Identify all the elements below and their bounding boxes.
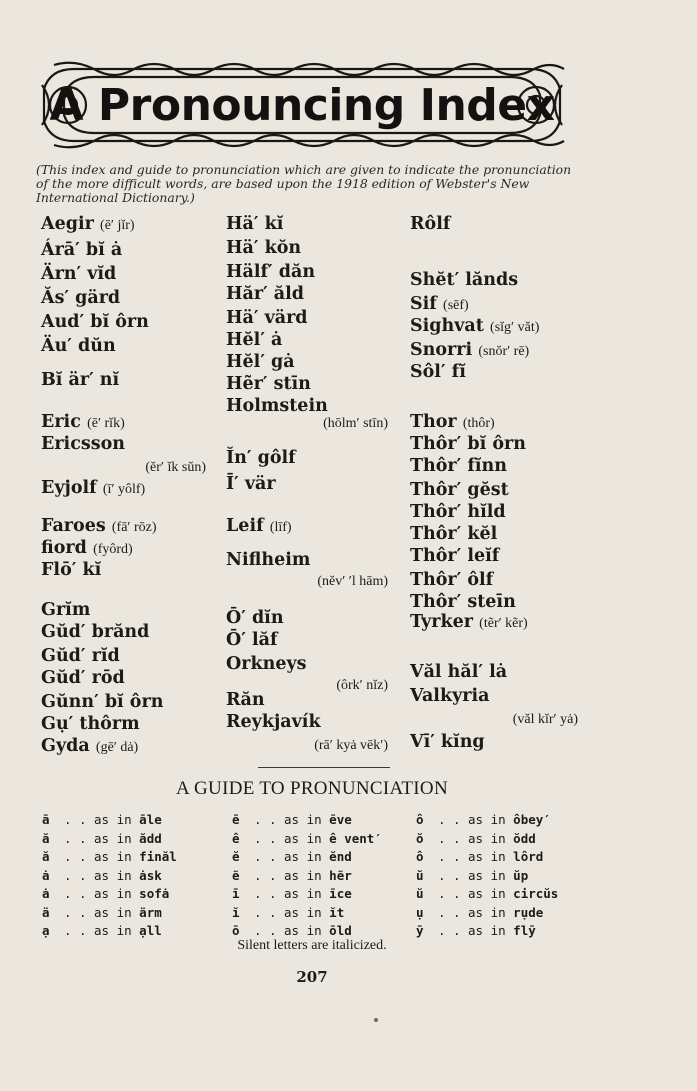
section-divider (258, 767, 390, 768)
index-entry (226, 260, 315, 283)
index-entry (410, 660, 507, 683)
index-word: Aud′ bĭ ôrn (41, 312, 149, 332)
index-entry (41, 476, 145, 501)
intro-note: (This index and guide to pronunciation which are given to indicate the pronunciation of the more difficult words, are based upon the 1918 edition of Webster's New International Dictionary.) (36, 162, 572, 205)
index-word: Árā′ bĭ ȧ (41, 240, 123, 260)
guide-as-in: as in (284, 830, 322, 846)
guide-symbol: ä (42, 904, 50, 920)
index-word: Ĭn′ gôlf (226, 448, 296, 468)
index-entry (410, 500, 506, 523)
guide-example: lôrd (513, 849, 544, 864)
guide-as-in: as in (468, 904, 506, 920)
index-word: Orkneys (226, 654, 307, 674)
index-word: Văl hăl′ lȧ (410, 662, 508, 682)
index-word: Hăr′ ăld (226, 284, 305, 304)
silent-letters-note: Silent letters are italicized. (237, 938, 387, 953)
guide-example: ȧsk (139, 867, 162, 883)
index-entry (410, 544, 499, 567)
index-word: Thôr′ steīn (410, 592, 516, 612)
index-entry (410, 432, 526, 455)
index-entry (226, 328, 282, 351)
guide-symbol: ô (416, 812, 424, 827)
index-entry (41, 262, 116, 285)
guide-row (416, 849, 543, 864)
index-word: fiord (41, 538, 87, 558)
guide-example: ŏdd (513, 830, 536, 846)
guide-example: ōld (329, 923, 352, 938)
index-word: Leif (226, 516, 264, 536)
guide-dots: . . (64, 812, 87, 827)
index-word: Sif (410, 294, 437, 314)
guide-symbol: ă (42, 830, 50, 846)
index-word: Thôr′ gĕst (410, 480, 509, 500)
index-entry (410, 522, 497, 545)
index-word: Ō′ dĭn (226, 608, 284, 628)
index-word: Thôr′ leĭf (410, 546, 500, 566)
index-pronunciation: (fyôrd) (93, 542, 133, 557)
guide-example: īce (329, 886, 352, 901)
guide-row (42, 923, 162, 938)
guide-as-in: as in (468, 867, 506, 883)
guide-dots: . . (254, 849, 277, 864)
index-word: Thôr′ hĭld (410, 502, 506, 522)
guide-symbol: ê (232, 830, 240, 846)
guide-symbol: ĭ (232, 904, 240, 920)
index-entry (410, 684, 489, 707)
guide-symbol: ŭ (416, 867, 424, 883)
guide-as-in: as in (94, 923, 132, 938)
index-entry (410, 454, 507, 477)
index-pronunciation: (tẽr′ kẽr) (479, 616, 528, 631)
paper-speck (374, 1018, 378, 1022)
index-entry (41, 558, 101, 581)
index-entry (41, 620, 149, 643)
index-entry (41, 598, 90, 621)
index-pronunciation: (thôr) (462, 416, 495, 431)
guide-row (42, 849, 177, 864)
guide-row (42, 905, 162, 920)
index-word: Aegir (41, 214, 94, 234)
guide-dots: . . (254, 812, 277, 827)
guide-symbol: ụ (416, 904, 424, 920)
guide-row (232, 868, 352, 883)
index-entry (41, 690, 163, 713)
index-entry (41, 712, 140, 735)
guide-example: ădd (139, 830, 162, 846)
index-word: Gụ′ thôrm (41, 714, 140, 734)
index-word: Ăs′ gärd (41, 288, 121, 308)
guide-as-in: as in (468, 830, 506, 846)
index-entry (410, 360, 466, 383)
guide-symbol: ē (232, 812, 240, 827)
index-entry (226, 568, 388, 593)
guide-example: ê vent′ (329, 830, 382, 846)
guide-symbol: ĕ (232, 849, 240, 864)
index-word: Gŭnn′ bĭ ôrn (41, 692, 164, 712)
index-entry (226, 212, 283, 235)
index-word: Thôr′ bĭ ôrn (410, 434, 526, 454)
guide-dots: . . (64, 923, 87, 938)
index-entry (410, 610, 528, 635)
index-word: Hĕl′ ȧ (226, 330, 283, 350)
guide-dots: . . (438, 867, 461, 883)
index-word: Ericsson (41, 434, 125, 454)
index-pronunciation: (gē′ dȧ) (95, 740, 139, 755)
guide-example: flȳ (513, 923, 536, 938)
index-word: Gŭd′ rĭd (41, 646, 120, 666)
guide-as-in: as in (94, 812, 132, 827)
guide-as-in: as in (94, 867, 132, 883)
guide-as-in: as in (94, 886, 132, 901)
index-pronunciation: (ē′ jĭr) (100, 218, 135, 233)
index-pronunciation: (hōlm′ stīn) (323, 416, 388, 431)
guide-symbol: ō (232, 923, 240, 938)
index-entry (41, 238, 122, 261)
index-word: Ō′ lăf (226, 630, 278, 650)
index-pronunciation: (rā′ kyȧ vēk′) (314, 738, 388, 753)
index-word: Gŭd′ brănd (41, 622, 150, 642)
guide-as-in: as in (284, 812, 322, 827)
index-pronunciation: (văl kĭr′ yȧ) (512, 712, 578, 727)
index-entry (41, 334, 116, 357)
guide-symbol: ā (42, 812, 50, 827)
guide-symbol: ẽ (232, 867, 240, 883)
guide-row (416, 812, 551, 827)
index-pronunciation: (ôrk′ nĭz) (336, 678, 388, 693)
index-word: Valkyria (410, 686, 490, 706)
index-word: Gŭd′ rōd (41, 668, 125, 688)
index-pronunciation: (sĭg′ văt) (490, 320, 540, 335)
index-word: Sighvat (410, 316, 484, 336)
index-word: Shĕt′ lănds (410, 270, 519, 290)
index-word: Eric (41, 412, 81, 432)
guide-dots: . . (254, 923, 277, 938)
guide-as-in: as in (94, 830, 132, 846)
index-entry (410, 314, 539, 339)
guide-dots: . . (64, 904, 87, 920)
index-entry (226, 446, 296, 469)
index-word: Flō′ kĭ (41, 560, 102, 580)
title-banner (34, 55, 570, 155)
page-number: 207 (296, 968, 328, 986)
index-word: Niflheim (226, 550, 311, 570)
index-word: Snorri (410, 340, 473, 360)
guide-symbol: ă (42, 849, 50, 864)
guide-as-in: as in (284, 849, 322, 864)
guide-symbol: ạ (42, 923, 50, 938)
index-entry (226, 514, 292, 539)
index-pronunciation: (ī′ yôlf) (102, 482, 146, 497)
guide-dots: . . (438, 904, 461, 920)
index-pronunciation: (ē′ rĭk) (87, 416, 125, 431)
index-word: Thôr′ fĭnn (410, 456, 507, 476)
guide-example: hẽr (329, 867, 352, 883)
index-word: Hä′ kŏn (226, 238, 302, 258)
guide-row (416, 905, 543, 920)
index-entry (410, 706, 578, 731)
index-entry (41, 644, 120, 667)
index-pronunciation: (ĕr′ ĭk sŭn) (145, 460, 206, 475)
guide-as-in: as in (468, 849, 506, 864)
guide-symbol: ī (232, 886, 240, 901)
index-entry (41, 212, 135, 237)
guide-example: rụde (513, 904, 544, 920)
guide-dots: . . (64, 830, 87, 846)
index-word: Äu′ dŭn (41, 336, 116, 356)
guide-dots: . . (254, 904, 277, 920)
guide-dots: . . (438, 812, 461, 827)
index-word: Vī′ kĭng (410, 732, 485, 752)
guide-symbol: ô (416, 849, 424, 864)
index-word: Thôr′ kĕl (410, 524, 498, 544)
index-entry (410, 568, 493, 591)
guide-example: circŭs (513, 886, 559, 901)
guide-row (232, 923, 352, 938)
guide-symbol: ŏ (416, 830, 424, 846)
guide-row (42, 812, 162, 827)
index-entry (41, 286, 120, 309)
guide-as-in: as in (284, 904, 322, 920)
guide-heading: A GUIDE TO PRONUNCIATION (176, 778, 448, 799)
guide-example: āle (139, 812, 162, 827)
index-entry (226, 710, 321, 733)
index-word: Ärn′ vĭd (41, 264, 117, 284)
index-entry (410, 478, 509, 501)
guide-as-in: as in (284, 886, 322, 901)
index-entry (226, 350, 295, 373)
index-word: Hä′ värd (226, 308, 308, 328)
guide-dots: . . (64, 886, 87, 901)
guide-row (232, 886, 352, 901)
guide-as-in: as in (468, 923, 506, 938)
guide-symbol: ȧ (42, 886, 50, 901)
index-word: Thôr′ ôlf (410, 570, 494, 590)
guide-example: sofȧ (139, 886, 170, 901)
guide-row (416, 886, 558, 901)
index-entry (41, 432, 125, 455)
guide-example: ēve (329, 812, 352, 827)
index-word: Ī′ vär (226, 474, 276, 494)
index-entry (226, 688, 265, 711)
index-entry (226, 628, 277, 651)
index-entry (41, 310, 149, 333)
guide-dots: . . (254, 830, 277, 846)
guide-example: ạll (139, 923, 162, 938)
guide-row (232, 812, 352, 827)
guide-example: ärm (139, 904, 162, 920)
guide-as-in: as in (468, 812, 506, 827)
index-entry (410, 212, 450, 235)
index-entry (41, 734, 138, 759)
index-pronunciation: (fā′ rōz) (111, 520, 157, 535)
guide-example: ĭt (329, 904, 345, 920)
guide-dots: . . (64, 867, 87, 883)
index-pronunciation: (snŏr′ rē) (478, 344, 530, 359)
index-entry (226, 732, 388, 757)
guide-row (416, 923, 536, 938)
guide-example: finăl (139, 849, 177, 864)
guide-row (42, 886, 169, 901)
index-word: Hä′ kĭ (226, 214, 284, 234)
guide-row (42, 868, 162, 883)
guide-as-in: as in (468, 886, 506, 901)
guide-row (232, 905, 344, 920)
index-word: Reykjavík (226, 712, 321, 732)
guide-symbol: ȳ (416, 923, 424, 938)
guide-dots: . . (438, 923, 461, 938)
guide-as-in: as in (94, 904, 132, 920)
guide-example: ĕnd (329, 849, 352, 864)
index-entry (226, 236, 301, 259)
index-word: Tyrker (410, 612, 473, 632)
guide-as-in: as in (284, 923, 322, 938)
index-entry (226, 472, 276, 495)
guide-dots: . . (254, 867, 277, 883)
guide-dots: . . (254, 886, 277, 901)
index-word: Sôl′ fĭ (410, 362, 466, 382)
guide-row (232, 849, 352, 864)
index-word: Hẽr′ stīn (226, 374, 311, 394)
index-word: Faroes (41, 516, 106, 536)
page-title: A Pronouncing Index (49, 79, 555, 131)
guide-dots: . . (64, 849, 87, 864)
guide-row (232, 831, 382, 846)
guide-row (416, 831, 536, 846)
index-entry (41, 666, 125, 689)
index-word: Holmstein (226, 396, 328, 416)
index-word: Gyda (41, 736, 90, 756)
index-word: Eyjolf (41, 478, 97, 498)
index-entry (410, 268, 518, 291)
guide-dots: . . (438, 886, 461, 901)
guide-as-in: as in (94, 849, 132, 864)
guide-symbol: ŭ (416, 886, 424, 901)
index-pronunciation: (līf) (269, 520, 292, 535)
index-entry (226, 372, 311, 395)
index-entry (41, 368, 119, 391)
index-word: Thor (410, 412, 457, 432)
index-entry (226, 606, 284, 629)
guide-row (42, 831, 162, 846)
guide-symbol: ȧ (42, 867, 50, 883)
index-word: Grĭm (41, 600, 91, 620)
index-word: Hĕl′ gȧ (226, 352, 295, 372)
index-entry (226, 410, 388, 435)
index-entry (226, 306, 308, 329)
guide-example: ôbey′ (513, 812, 551, 827)
guide-dots: . . (438, 849, 461, 864)
index-pronunciation: (nĕv′ ′l hām) (317, 574, 388, 589)
guide-row (416, 868, 528, 883)
index-word: Bĭ är′ nĭ (41, 370, 120, 390)
index-pronunciation: (sēf) (443, 298, 469, 313)
index-entry (226, 282, 304, 305)
index-entry (410, 730, 485, 753)
index-word: Răn (226, 690, 265, 710)
guide-example: ŭp (513, 867, 529, 883)
index-word: Rôlf (410, 214, 451, 234)
guide-as-in: as in (284, 867, 322, 883)
guide-dots: . . (438, 830, 461, 846)
index-word: Hälf′ dăn (226, 262, 316, 282)
